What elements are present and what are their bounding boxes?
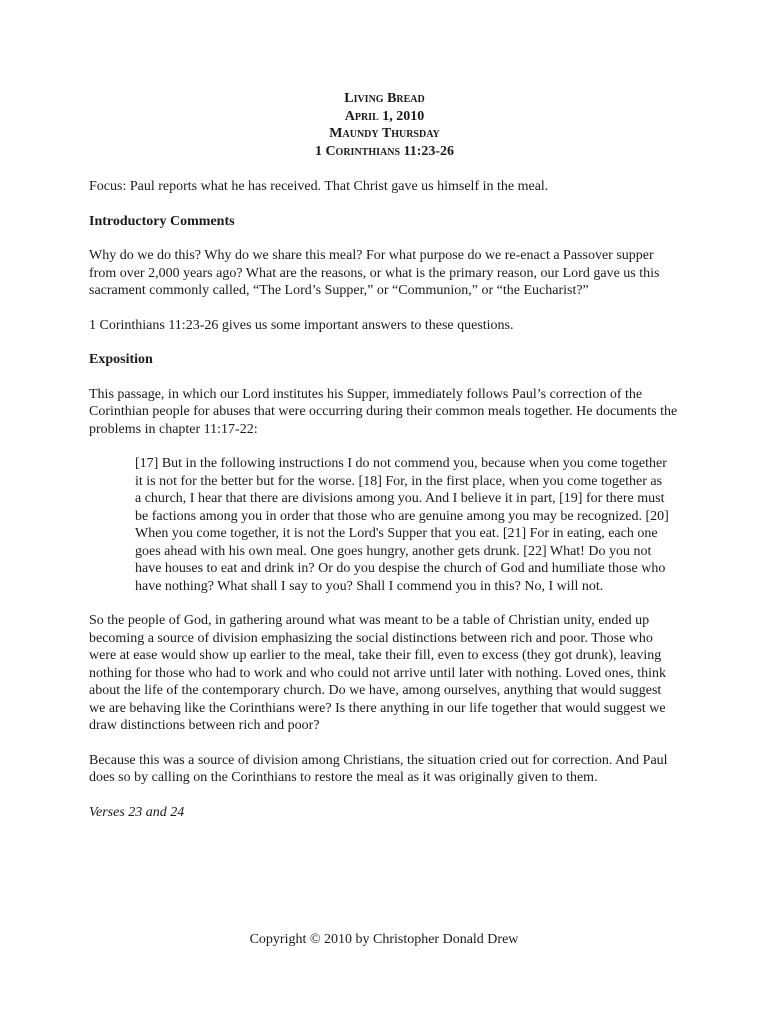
document-title (90, 90, 679, 160)
intro-paragraph-1: Why do we do this? Why do we share this meal? For what purpose do we re-enact a Passover supper from over 2,000 years ago? What are the reasons, or what is the primary reason, our Lord gave us this sacrament commonly called, “The Lord’s Supper,” or “Communion,” or “the Eucharist?” (89, 248, 660, 298)
focus-statement: Focus: Paul reports what he has received. That Christ gave us himself in the meal. (89, 179, 549, 194)
intro-paragraph-2: 1 Corinthians 11:23-26 gives us some important answers to these questions. (89, 317, 514, 333)
copyright-footer: Copyright © 2010 by Christopher Donald Drew (249, 932, 519, 947)
exposition-paragraph-3: Because this was a source of division among Christians, the situation cried out for correction. And Paul does so by calling on the Corinthians to restore the meal as it was originally given to them. (89, 752, 668, 785)
intro-heading: Introductory Comments (89, 213, 235, 229)
exposition-paragraph-2: So the people of God, in gathering around what was meant to be a table of Christian unity, ended up becoming a source of division emphasizing the social distinctions between rich and poor. Those who were at ease would show up earlier to the meal, take their fill, even to excess (they got drunk), leaving nothing for those who had to work and who could not arrive until later with nothing. Loved ones, think about the life of the contemporary church. Do we have, among ourselves, anything that would suggest we are behaving like the Corinthians were? Is there anything in our life together that would suggest we draw distinctions between rich and poor? (89, 613, 667, 733)
document-page (89, 90, 679, 821)
exposition-paragraph-1: This passage, in which our Lord institutes his Supper, immediately follows Paul’s correction of the Corinthian people for abuses that were occurring during their common meals together. He documents the problems in chapter 11:17-22: (89, 386, 678, 437)
scripture-block-quote: [17] But in the following instructions I do not commend you, because when you come together it is not for the better but for the worse. [18] For, in the first place, when you come together as a church, I hear that there are divisions among you. And I believe it in part, [19] for there must be factions among you in order that those who are genuine among you may be recognized. [20] When you come together, it is not the Lord's Supper that you eat. [21] For in eating, each one goes ahead with his own meal. One goes hungry, another gets drunk. [22] What! Do you not have houses to eat and drink in? Or do you despise the church of God and humiliate those who have nothing? What shall I say to you? Shall I commend you in this? No, I will not. (135, 456, 669, 594)
title-line-3: Maundy Thursday (329, 126, 440, 141)
verses-subheading: Verses 23 and 24 (89, 804, 185, 820)
title-line-2: April 1, 2010 (344, 108, 425, 124)
exposition-heading: Exposition (89, 352, 153, 367)
title-line-4: 1 Corinthians 11:23-26 (314, 143, 455, 159)
title-line-1: Living Bread (344, 91, 425, 106)
